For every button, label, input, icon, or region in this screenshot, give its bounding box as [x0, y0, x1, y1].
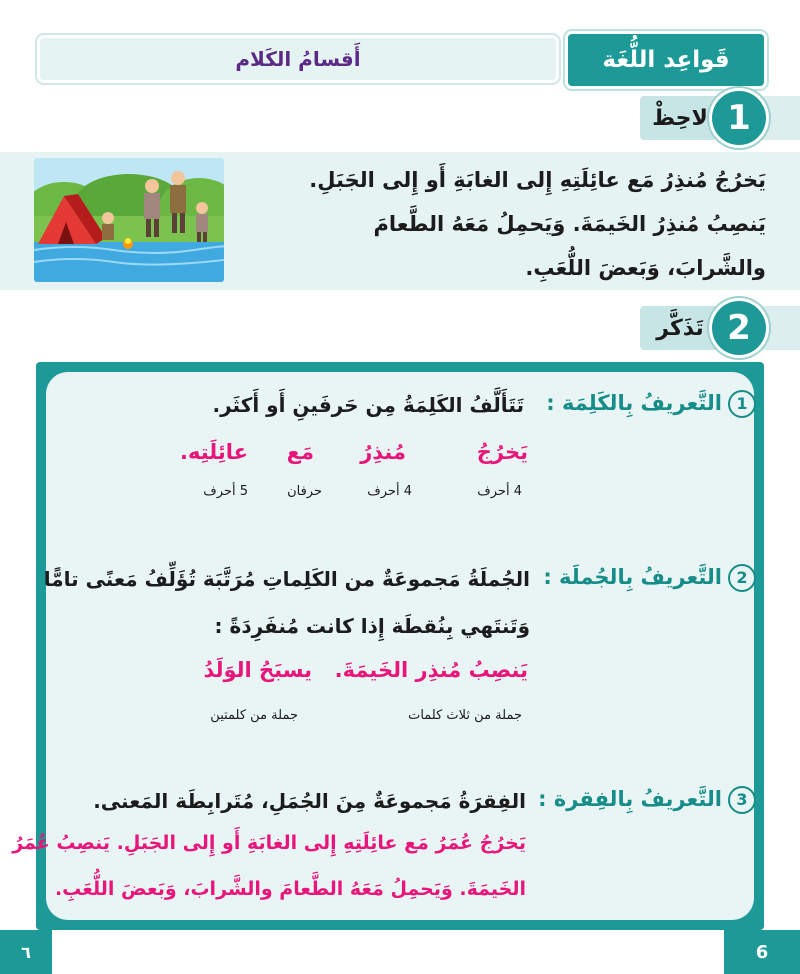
word-note-3: حرفان	[287, 484, 322, 499]
definition-3-number: 3	[728, 786, 756, 814]
word-note-1: 4 أحرف	[477, 484, 522, 499]
word-example-2: مُنذِرُ	[360, 440, 406, 464]
observe-line-3: والشَّرابَ، وَبَعضَ اللُّعَبِ.	[525, 256, 766, 280]
word-note-4: 5 أحرف	[203, 484, 248, 499]
section-1-title: لاحِظْ	[652, 105, 708, 131]
sentence-example-2: يسبَحُ الوَلَدُ	[203, 658, 312, 682]
definition-paragraph-text: الفِقرَةُ مَجموعَةٌ مِنَ الجُمَلِ، مُتَرابِطَة المَعنى.	[93, 789, 526, 813]
sentence-note-2: جملة من كلمتين	[210, 708, 298, 723]
observe-box	[0, 152, 800, 290]
observe-line-2: يَنصِبُ مُنذِرُ الخَيمَةَ. وَيَحمِلُ مَعَهُ الطَّعامَ	[373, 212, 766, 236]
topic-title-banner	[40, 38, 556, 80]
definition-2-number: 2	[728, 564, 756, 592]
section-1-tab	[640, 96, 720, 140]
word-example-3: مَع	[286, 440, 314, 464]
definition-word-text: تَتَأَلَّفُ الكَلِمَةُ مِن حَرفَينِ أَو أَكثَر.	[212, 393, 524, 417]
section-2-tab	[640, 306, 720, 350]
paragraph-example-line-2: الخَيمَةَ. وَيَحمِلُ مَعَهُ الطَّعامَ والشَّرابَ، وَبَعضَ اللُّعَبِ.	[54, 878, 526, 900]
definition-sentence-text-2: وَتَنتَهي بِنُقطَة إِذا كانت مُنفَرِدَةً :	[214, 614, 530, 638]
lesson-title: قَواعِد اللُّغَة	[602, 47, 730, 73]
definition-sentence-text-1: الجُملَةُ مَجموعَةٌ من الكَلِماتِ مُرَتَّبَة تُؤَلِّفُ مَعنًى تامًّا	[43, 567, 530, 591]
definition-word-label: 1التَّعريفُ بِالكَلِمَة :	[546, 390, 756, 418]
definition-sentence-label: 2التَّعريفُ بِالجُملَة :	[543, 564, 756, 592]
word-example-1: يَخرُجُ	[476, 440, 528, 464]
definition-paragraph-label: 3التَّعريفُ بِالفِقرة :	[538, 786, 756, 814]
section-1-number-badge: 1	[712, 91, 766, 145]
section-2-title: تَذَكَّر	[656, 315, 704, 341]
topic-title: أَقسامُ الكَلام	[235, 47, 361, 71]
lesson-title-banner	[568, 34, 764, 86]
sentence-note-1: جملة من ثلاث كلمات	[408, 708, 522, 723]
definition-1-number: 1	[728, 390, 756, 418]
word-example-4: عائِلَتِه.	[180, 440, 248, 464]
observe-line-1: يَخرُجُ مُنذِرُ مَع عائِلَتِهِ إِلى الغابَةِ أَو إِلى الجَبَلِ.	[309, 168, 766, 192]
section-2-number-badge: 2	[712, 301, 766, 355]
camping-illustration	[34, 158, 224, 282]
page-number-latin: 6	[724, 930, 800, 974]
observe-paragraph	[256, 158, 766, 290]
paragraph-example-line-1: يَخرُجُ عُمَرُ مَع عائِلَتِهِ إِلى الغابَةِ أَو إِلى الجَبَلِ. يَنصِبُ عُمَرُ	[12, 832, 526, 854]
word-note-2: 4 أحرف	[367, 484, 412, 499]
page-number-arabic: ٦	[0, 930, 52, 974]
sentence-example-1: يَنصِبُ مُنذِر الخَيمَةَ.	[334, 658, 528, 682]
